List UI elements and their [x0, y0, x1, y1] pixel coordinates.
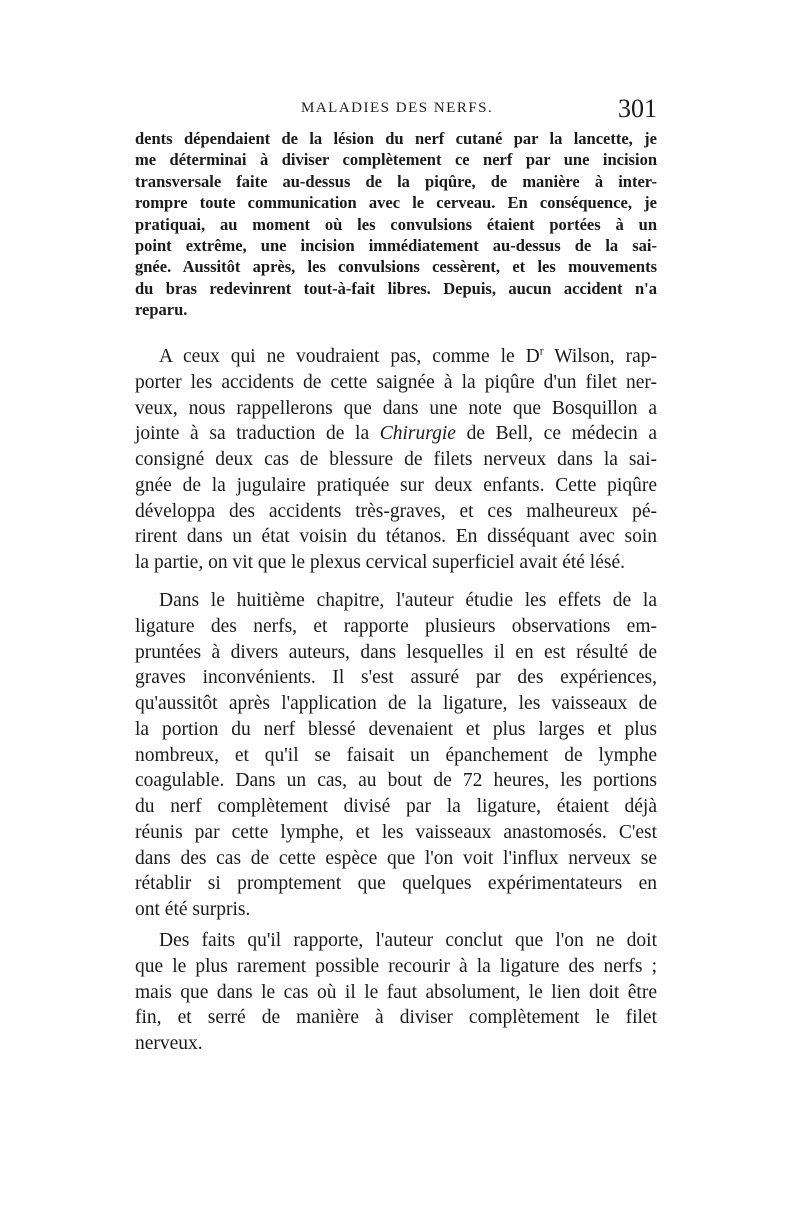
paragraph-ligature: [135, 588, 657, 923]
text-line: gnée. Aussitôt après, les convulsions cessèrent, et les mouvements: [135, 257, 657, 277]
paragraph-continued: [135, 128, 657, 321]
text-line: réunis par cette lymphe, et les vaisseaux anastomosés. C'est: [135, 821, 657, 843]
text-line: fin, et serré de manière à diviser complètement le filet: [135, 1007, 657, 1029]
text-line: que le plus rarement possible recourir à la ligature des nerfs ;: [135, 955, 657, 977]
text-line: reparu.: [135, 300, 188, 320]
text-line: [135, 344, 657, 370]
text-line: nombreux, et qu'il se faisait un épanchement de lymphe: [135, 744, 657, 766]
text-line: me déterminai à diviser complètement ce nerf par une incision: [135, 150, 657, 170]
text-line: la portion du nerf blessé devenaient et plus larges et plus: [135, 718, 657, 740]
text-run: jointe à sa traduction de la: [135, 423, 380, 445]
text-run: A ceux qui ne voudraient pas, comme le D: [159, 346, 540, 367]
text-line: [135, 421, 657, 447]
page-number: 301: [618, 94, 657, 123]
text-line: développa des accidents très-graves, et ces malheureux pé-: [135, 500, 657, 522]
text-line: consigné deux cas de blessure de filets nerveux dans la sai-: [135, 449, 657, 470]
text-line: veux, nous rappellerons que dans une note que Bosquillon a: [135, 397, 657, 419]
text-run: Wilson, rap-: [543, 346, 657, 367]
text-line: ont été surpris.: [135, 899, 251, 920]
text-line: porter les accidents de cette saignée à la piqûre d'un filet ner-: [135, 371, 657, 393]
text-line: mais que dans le cas où il le faut absolument, le lien doit être: [135, 981, 657, 1003]
text-line: du nerf complètement divisé par la ligature, étaient déjà: [135, 796, 657, 817]
text-line: Des faits qu'il rapporte, l'auteur conclut que l'on ne doit: [159, 930, 657, 951]
paragraph-conclusion: [135, 928, 657, 1057]
text-line: du bras redevinrent tout-à-fait libres. Depuis, aucun accident n'a: [135, 278, 657, 298]
text-line: pruntées à divers auteurs, dans lesquelles il en est résulté de: [135, 641, 657, 663]
text-line: nerveux.: [135, 1033, 203, 1054]
book-title: Chirurgie: [379, 423, 456, 445]
text-line: rirent dans un état voisin du tétanos. En disséquant avec soin: [135, 526, 657, 548]
paragraph-wilson: [135, 344, 657, 576]
text-line: point extrême, une incision immédiatement au-dessus de la sai-: [135, 236, 657, 256]
text-line: la partie, on vit que le plexus cervical superficiel avait été lésé.: [135, 552, 625, 573]
text-line: ligature des nerfs, et rapporte plusieurs observations em-: [135, 615, 657, 637]
text-line: coagulable. Dans un cas, au bout de 72 heures, les portions: [135, 770, 657, 792]
superscript: r: [539, 344, 544, 358]
running-header: [135, 94, 657, 124]
text-line: graves inconvénients. Il s'est assuré par des expériences,: [135, 667, 657, 689]
text-line: gnée de la jugulaire pratiquée sur deux enfants. Cette piqûre: [135, 474, 657, 496]
text-line: pratiquai, au moment où les convulsions étaient portées à un: [135, 214, 657, 234]
text-line: rompre toute communication avec le cerveau. En conséquence, je: [135, 193, 657, 213]
text-line: dans des cas de cette espèce que l'on voit l'influx nerveux se: [135, 847, 657, 869]
text-line: transversale faite au-dessus de la piqûre, de manière à inter-: [135, 171, 657, 191]
text-line: qu'aussitôt après l'application de la ligature, les vaisseaux de: [135, 693, 657, 714]
text-line: dents dépendaient de la lésion du nerf cutané par la lancette, je: [135, 129, 657, 148]
text-line: Dans le huitième chapitre, l'auteur étudie les effets de la: [159, 590, 657, 611]
running-title: MALADIES DES NERFS.: [301, 100, 494, 116]
text-run: de Bell, ce médecin a: [455, 423, 657, 445]
text-line: rétablir si promptement que quelques expérimentateurs en: [135, 873, 657, 895]
